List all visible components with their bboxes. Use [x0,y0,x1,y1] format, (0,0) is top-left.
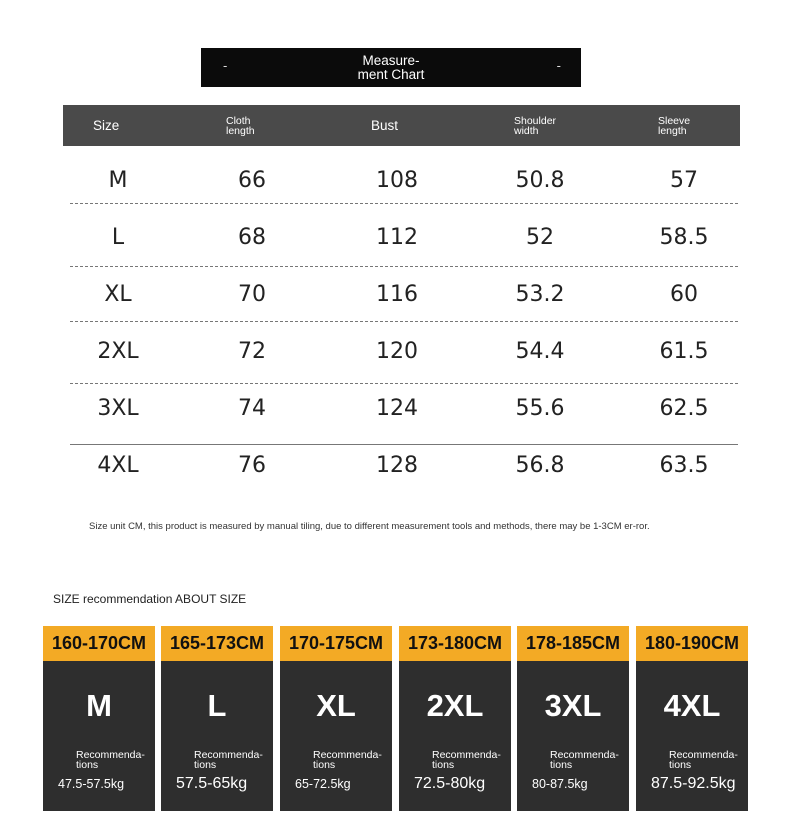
size-card-4xl [636,626,748,811]
card-rec-line2: tions [550,759,573,771]
card-weight-range: 87.5-92.5kg [651,775,736,792]
card-size-label: XL [316,688,356,723]
cell-size: XL [104,282,132,307]
card-rec-line1: Recommenda- [432,749,501,761]
cell-cloth-length: 70 [238,282,266,307]
header-sleeve-length [658,105,690,146]
chart-title-line1: Measure- [362,52,420,68]
header-cloth-length [226,105,255,146]
card-recommendation-label [669,750,738,770]
table-row [70,209,738,266]
cell-size: 2XL [97,339,139,364]
card-rec-line1: Recommenda- [313,749,382,761]
card-height-range: 173-180CM [399,626,511,661]
cell-shoulder-width: 52 [526,225,554,250]
card-size-label: 4XL [663,688,721,723]
table-row [70,152,738,209]
card-rec-line1: Recommenda- [194,749,263,761]
card-rec-line2: tions [194,759,217,771]
cell-sleeve-length: 62.5 [659,396,709,421]
card-weight-range: 65-72.5kg [295,777,351,791]
cell-cloth-length: 72 [238,339,266,364]
card-recommendation-label [76,750,145,770]
cell-size: M [108,168,128,193]
cell-cloth-length: 74 [238,396,266,421]
cell-shoulder-width: 54.4 [515,339,565,364]
header-size [93,105,119,146]
card-rec-line2: tions [432,759,455,771]
cell-bust: 112 [376,225,418,250]
size-card-xl [280,626,392,811]
card-rec-line1: Recommenda- [550,749,619,761]
card-height-range: 170-175CM [280,626,392,661]
header-cloth-length-line2: length [226,124,255,137]
cell-shoulder-width: 56.8 [515,453,565,478]
header-sleeve-length-line2: length [658,124,687,137]
card-size-label: L [207,688,227,723]
cell-shoulder-width: 50.8 [515,168,565,193]
card-recommendation-label [194,750,263,770]
header-bust [371,105,398,146]
cell-bust: 128 [376,453,418,478]
cell-bust: 120 [376,339,418,364]
cell-size: 3XL [97,396,139,421]
measurement-note: Size unit CM, this product is measured by manual tiling, due to different measurement tools and methods, there may be 1-3CM er-ror. [89,521,650,532]
card-rec-line2: tions [76,759,99,771]
cell-bust: 124 [376,396,418,421]
measurement-table-header [63,105,740,146]
size-card-3xl [517,626,629,811]
chart-title-line2: ment Chart [357,66,425,82]
card-rec-line2: tions [313,759,336,771]
row-divider [70,321,738,322]
header-shoulder-width [514,105,556,146]
card-weight-range: 72.5-80kg [414,775,486,792]
cell-cloth-length: 76 [238,453,266,478]
card-weight-range: 80-87.5kg [532,777,588,791]
card-rec-line2: tions [669,759,692,771]
title-right-mark: - [556,58,561,73]
card-rec-line1: Recommenda- [76,749,145,761]
card-size-label: M [86,688,112,723]
header-bust-label: Bust [371,117,399,133]
size-recommendation-title: SIZE recommendation ABOUT SIZE [53,592,247,606]
cell-cloth-length: 68 [238,225,266,250]
card-recommendation-label [313,750,382,770]
card-height-range: 165-173CM [161,626,273,661]
card-size-label: 3XL [544,688,602,723]
cell-sleeve-length: 58.5 [659,225,709,250]
table-row [70,266,738,323]
header-size-label: Size [93,117,120,133]
chart-title [346,54,436,82]
cell-size: 4XL [97,453,139,478]
cell-sleeve-length: 61.5 [659,339,709,364]
card-weight-range: 47.5-57.5kg [58,777,125,791]
cell-sleeve-length: 60 [670,282,698,307]
table-row [70,380,738,437]
card-size-label: 2XL [426,688,484,723]
size-card-2xl [399,626,511,811]
header-sleeve-length-line1: Sleeve [658,114,691,127]
cell-bust: 108 [376,168,418,193]
card-recommendation-label [432,750,501,770]
card-height-range: 180-190CM [636,626,748,661]
header-shoulder-width-line2: width [514,124,539,137]
header-shoulder-width-line1: Shoulder [514,114,557,127]
cell-shoulder-width: 53.2 [515,282,565,307]
card-height-range: 160-170CM [43,626,155,661]
title-left-mark: - [223,58,228,73]
cell-shoulder-width: 55.6 [515,396,565,421]
card-height-range: 178-185CM [517,626,629,661]
header-cloth-length-line1: Cloth [226,114,251,127]
cell-sleeve-length: 63.5 [659,453,709,478]
table-row [70,437,738,494]
cell-cloth-length: 66 [238,168,266,193]
card-rec-line1: Recommenda- [669,749,738,761]
size-card-l [161,626,273,811]
cell-size: L [111,225,125,250]
card-recommendation-label [550,750,619,770]
cell-bust: 116 [376,282,418,307]
cell-sleeve-length: 57 [670,168,698,193]
row-divider [70,203,738,204]
chart-title-banner [201,48,581,87]
size-card-m [43,626,155,811]
card-weight-range: 57.5-65kg [176,775,248,792]
table-row [70,323,738,380]
